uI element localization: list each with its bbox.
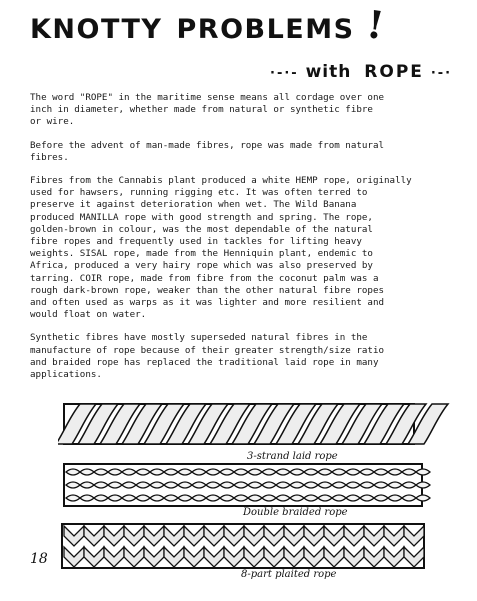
braid-cell bbox=[206, 469, 220, 475]
braided-rope-caption: Double braided rope bbox=[243, 507, 348, 518]
braid-cell bbox=[276, 469, 290, 475]
braid-cell bbox=[66, 482, 80, 488]
braid-cell bbox=[402, 482, 416, 488]
braid-cell bbox=[192, 469, 206, 475]
braid-cell bbox=[108, 469, 122, 475]
braid-cell bbox=[290, 495, 304, 501]
braid-cell bbox=[80, 469, 94, 475]
braid-cell bbox=[332, 482, 346, 488]
braid-cell bbox=[360, 469, 374, 475]
subtitle-rope: ROPE bbox=[364, 62, 424, 82]
braid-cell bbox=[66, 495, 80, 501]
braid-cell bbox=[150, 495, 164, 501]
braid-cell bbox=[276, 482, 290, 488]
braid-cell bbox=[136, 482, 150, 488]
braid-cell bbox=[346, 482, 360, 488]
braid-cell bbox=[318, 469, 332, 475]
braid-cell bbox=[332, 495, 346, 501]
braid-cell bbox=[164, 482, 178, 488]
braid-cell bbox=[80, 482, 94, 488]
braided-rope-illustration bbox=[64, 464, 430, 506]
braid-cell bbox=[262, 482, 276, 488]
braid-cell bbox=[94, 469, 108, 475]
plaited-rope-caption: 8-part plaited rope bbox=[241, 569, 337, 580]
braid-cell bbox=[178, 495, 192, 501]
braid-cell bbox=[416, 495, 430, 501]
braid-cell bbox=[374, 469, 388, 475]
laid-rope-illustration bbox=[58, 404, 448, 444]
subtitle bbox=[270, 62, 452, 82]
rope-illustration-svg bbox=[58, 398, 458, 588]
braid-cell bbox=[94, 482, 108, 488]
braid-cell bbox=[220, 469, 234, 475]
braid-cell bbox=[416, 482, 430, 488]
page-title bbox=[30, 14, 355, 45]
braid-cell bbox=[192, 495, 206, 501]
braid-cell bbox=[290, 469, 304, 475]
braid-cell bbox=[248, 482, 262, 488]
plaited-rope-illustration bbox=[62, 524, 424, 568]
braid-cell bbox=[402, 495, 416, 501]
braid-cell bbox=[122, 495, 136, 501]
braid-cell bbox=[262, 495, 276, 501]
braid-cell bbox=[248, 495, 262, 501]
page-number: 18 bbox=[30, 551, 48, 567]
braid-cell bbox=[94, 495, 108, 501]
braid-cell bbox=[388, 495, 402, 501]
braid-cell bbox=[136, 469, 150, 475]
paragraph-rope-types: Fibres from the Cannabis plant produced a white HEMP rope, originally used for hawsers, running rigging etc. It was often terred to preserve it against deterioration when wet. The Wild Banana produced MANILLA rope with good strength and spring. The rope, golden-brown in colour, was the most dependable of the natural fibre ropes and frequently used in tackles for lifting heavy weights. SISAL rope, made from the Henniquin plant, endemic to Africa, produced a very hairy rope which was also preserved by tarring. COIR rope, made from fibre from the coconut palm was a rough dark-brown rope, weaker than the other natural fibre ropes and often used as warps as it was lighter and more resilient and would float on water. bbox=[30, 175, 412, 321]
braid-cell bbox=[374, 482, 388, 488]
braid-cell bbox=[136, 495, 150, 501]
braid-cell bbox=[80, 495, 94, 501]
braid-cell bbox=[206, 495, 220, 501]
braid-cell bbox=[304, 469, 318, 475]
braid-cell bbox=[234, 495, 248, 501]
braid-cell bbox=[276, 495, 290, 501]
braid-cell bbox=[360, 482, 374, 488]
braid-cell bbox=[304, 495, 318, 501]
braid-cell bbox=[192, 482, 206, 488]
braid-cell bbox=[108, 495, 122, 501]
braid-cell bbox=[346, 469, 360, 475]
braid-cell bbox=[178, 469, 192, 475]
braid-cell bbox=[262, 469, 276, 475]
braid-cell bbox=[220, 495, 234, 501]
article-body bbox=[30, 92, 450, 392]
braid-cell bbox=[122, 482, 136, 488]
braid-cell bbox=[220, 482, 234, 488]
braid-cell bbox=[304, 482, 318, 488]
braid-cell bbox=[388, 469, 402, 475]
title-word-knotty: KNOTTY bbox=[30, 14, 163, 45]
braid-cell bbox=[234, 469, 248, 475]
subtitle-with: with bbox=[305, 62, 352, 82]
braid-cell bbox=[416, 469, 430, 475]
braid-cell bbox=[332, 469, 346, 475]
braid-cell bbox=[318, 495, 332, 501]
title-word-problems: PROBLEMS bbox=[176, 14, 355, 45]
subtitle-dots-right: ·-· bbox=[430, 66, 453, 81]
braid-cell bbox=[234, 482, 248, 488]
paragraph-natural-fibres: Before the advent of man-made fibres, rope was made from natural fibres. bbox=[30, 139, 385, 163]
braid-cell bbox=[122, 469, 136, 475]
paragraph-synthetic-fibres: Synthetic fibres have mostly superseded natural fibres in the manufacture of rope because of their greater strength/size ratio and braided rope has replaced the traditional laid rope in many applications. bbox=[30, 332, 385, 381]
rope-illustrations bbox=[58, 398, 458, 592]
braid-cell bbox=[318, 482, 332, 488]
braid-cell bbox=[374, 495, 388, 501]
braid-cell bbox=[150, 469, 164, 475]
braid-cell bbox=[108, 482, 122, 488]
braid-cell bbox=[346, 495, 360, 501]
title-exclamation: ! bbox=[363, 1, 387, 48]
braid-cell bbox=[164, 469, 178, 475]
braid-cell bbox=[360, 495, 374, 501]
braid-cell bbox=[388, 482, 402, 488]
braid-cell bbox=[150, 482, 164, 488]
braid-cell bbox=[248, 469, 262, 475]
braid-cell bbox=[290, 482, 304, 488]
braid-cell bbox=[402, 469, 416, 475]
braid-cell bbox=[206, 482, 220, 488]
braid-cell bbox=[66, 469, 80, 475]
subtitle-dots-left: ·-·- bbox=[270, 66, 299, 81]
braid-cell bbox=[164, 495, 178, 501]
paragraph-rope-definition: The word "ROPE" in the maritime sense means all cordage over one inch in diameter, whether made from natural or synthetic fibre or wire. bbox=[30, 92, 385, 128]
laid-rope-caption: 3-strand laid rope bbox=[247, 451, 338, 462]
braid-cell bbox=[178, 482, 192, 488]
